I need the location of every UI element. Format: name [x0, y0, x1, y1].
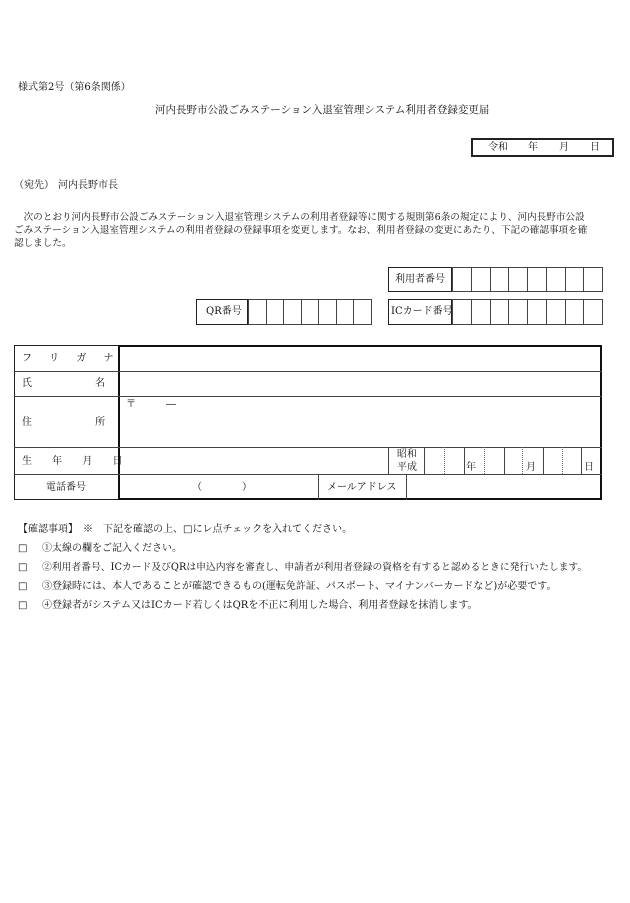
ic-number-digit-cell[interactable] [471, 299, 491, 325]
form-number: 様式第2号（第6条関係） [18, 82, 131, 93]
date-era: 令和 [488, 142, 508, 153]
confirm-checkbox-3[interactable]: □ [18, 581, 28, 592]
qr-number-digit-cell[interactable] [266, 299, 285, 325]
era-heisei: 平成 [397, 462, 417, 473]
body-line-3: 認しました。 [14, 238, 72, 249]
confirm-item-1: ①太線の欄をご記入ください。 [42, 543, 182, 554]
qr-number-digit-cell[interactable] [283, 299, 302, 325]
birth-day-unit: 日 [584, 462, 594, 473]
qr-number-digit-cell[interactable] [353, 299, 372, 325]
qr-number-digit-cell[interactable] [318, 299, 337, 325]
phone-label: 電話番号 [46, 482, 86, 493]
ic-number-digit-cell[interactable] [452, 299, 472, 325]
user-number-digit-cell[interactable] [583, 267, 603, 292]
ic-number-digit-cell[interactable] [508, 299, 528, 325]
user-number-digit-cell[interactable] [527, 267, 547, 292]
postal-mark: 〒 ― [126, 399, 176, 410]
body-line-2: ごみステーション入退室管理システムの利用者登録の登録事項を変更します。なお、利用者登録の変更にあたり、下記の確認事項を確 [14, 225, 588, 236]
birth-year-unit: 年 [466, 462, 476, 473]
confirm-item-3: ③登録時には、本人であることが確認できるもの(運転免許証、パスポート、マイナンバーカードなど)が必要です。 [42, 581, 557, 592]
date-month: 月 [559, 142, 569, 153]
qr-number-digit-cell[interactable] [248, 299, 267, 325]
body-line-1: 次のとおり河内長野市公設ごみステーション入退室管理システムの利用者登録等に関する規則第6条の規定により、河内長野市公設 [14, 212, 585, 223]
furigana-input[interactable] [120, 347, 600, 370]
ic-number-digit-cell[interactable] [565, 299, 585, 325]
user-number-digit-cell[interactable] [546, 267, 566, 292]
ic-number-digit-cell[interactable] [527, 299, 547, 325]
user-number-label: 利用者番号 [395, 274, 445, 285]
qr-number-digit-cell[interactable] [301, 299, 320, 325]
ic-number-digit-cell[interactable] [546, 299, 566, 325]
user-number-digit-cell[interactable] [490, 267, 510, 292]
qr-number-label: QR番号 [206, 306, 242, 317]
date-year: 年 [528, 142, 538, 153]
name-input[interactable] [120, 373, 600, 395]
ic-number-label: ICカード番号 [391, 306, 453, 317]
address-input[interactable] [120, 398, 600, 446]
birth-input[interactable] [120, 449, 387, 473]
user-number-digit-cell[interactable] [508, 267, 528, 292]
ic-number-digit-cell[interactable] [583, 299, 603, 325]
addressee-name: 河内長野市長 [58, 180, 118, 191]
confirm-header: 【確認事項】 ※ 下記を確認の上、□にレ点チェックを入れてください。 [18, 524, 353, 535]
furigana-label: フ リ ガ ナ [22, 353, 114, 364]
addressee-label: （宛先） [14, 180, 54, 191]
user-number-digit-cell[interactable] [452, 267, 472, 292]
date-day: 日 [590, 142, 600, 153]
name-label: 氏 名 [22, 378, 106, 389]
address-label: 住 所 [22, 417, 106, 428]
era-showa: 昭和 [397, 449, 417, 460]
phone-input[interactable] [120, 476, 317, 499]
user-number-digit-cell[interactable] [565, 267, 585, 292]
birth-month-unit: 月 [526, 462, 536, 473]
qr-number-digit-cell[interactable] [336, 299, 355, 325]
confirm-checkbox-1[interactable]: □ [18, 543, 28, 554]
page-title: 河内長野市公設ごみステーション入退室管理システム利用者登録変更届 [155, 104, 490, 116]
birth-label: 生 年 月 日 [22, 456, 123, 467]
phone-paren: （ ） [192, 482, 252, 493]
confirm-checkbox-2[interactable]: □ [18, 562, 28, 573]
ic-number-digit-cell[interactable] [490, 299, 510, 325]
mail-input[interactable] [408, 476, 600, 499]
confirm-item-2: ②利用者番号、ICカード及びQRは申込内容を審査し、申請者が利用者登録の資格を有すると認めるときに発行いたします。 [42, 562, 588, 573]
confirm-checkbox-4[interactable]: □ [18, 600, 28, 611]
mail-label: メールアドレス [327, 482, 397, 493]
user-number-digit-cell[interactable] [471, 267, 491, 292]
confirm-item-4: ④登録者がシステム又はICカード若しくはQRを不正に利用した場合、利用者登録を抹消します。 [42, 600, 478, 611]
